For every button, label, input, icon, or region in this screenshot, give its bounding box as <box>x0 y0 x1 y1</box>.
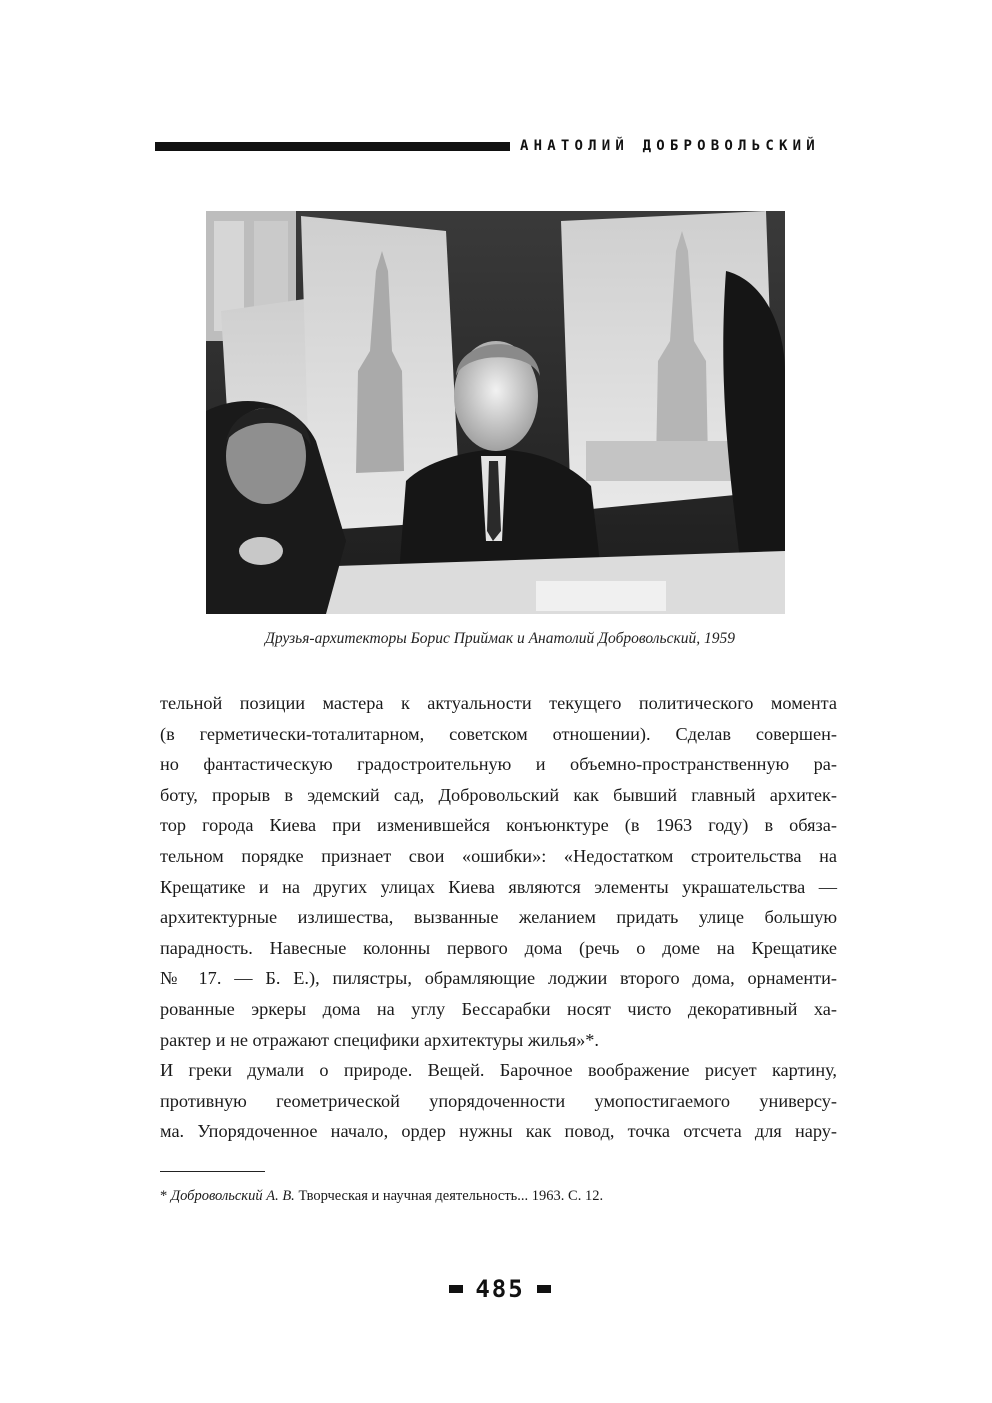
footnote-text: Творческая и научная деятельность... 1963. С. 12. <box>298 1188 604 1204</box>
text-line: тор города Киева при изменившейся конъюнктуре (в 1963 году) в обяза- <box>160 815 837 836</box>
text-line: тельном порядке признает свои «ошибки»: «Недостатком строительства на <box>160 845 837 866</box>
text-line: но фантастическую градостроительную и объемно-пространственную ра- <box>160 754 837 775</box>
header-rule <box>155 142 510 151</box>
text-line: рактер и не отражают специфики архитектуры жилья»*. <box>160 1029 599 1050</box>
footnote-author: Добровольский А. В. <box>170 1188 295 1204</box>
photo-illustration <box>206 211 785 614</box>
text-line: И греки думали о природе. Вещей. Барочное воображение рисует картину, <box>160 1060 837 1081</box>
footnote-divider <box>160 1171 265 1172</box>
footnote <box>160 1188 840 1205</box>
text-line: рованные эркеры дома на углу Бессарабки носят чисто декоративный ха- <box>160 998 837 1019</box>
square-right-icon <box>537 1285 551 1293</box>
page-number: 485 <box>475 1275 525 1303</box>
text-line: Крещатике и на других улицах Киева являются элементы украшательства — <box>160 876 837 897</box>
page-number-block <box>436 1274 564 1304</box>
running-header-title: АНАТОЛИЙ ДОБРОВОЛЬСКИЙ <box>520 138 820 154</box>
text-line: боту, прорыв в эдемский сад, Добровольский как бывший главный архитек- <box>160 784 837 805</box>
text-line: № 17. — Б. Е.), пилястры, обрамляющие лоджии второго дома, орнаменти- <box>160 968 837 989</box>
body-text <box>160 688 837 1147</box>
text-line: тельной позиции мастера к актуальности текущего политического момента <box>160 693 837 713</box>
text-line: (в герметически-тоталитарном, советском отношении). Сделав совершен- <box>160 723 837 744</box>
text-line: архитектурные излишества, вызванные желанием придать улице большую <box>160 907 837 928</box>
text-line: противную геометрической упорядоченности умопостигаемого универсу- <box>160 1090 837 1111</box>
text-line: ма. Упорядоченное начало, ордер нужны как повод, точка отсчета для нару- <box>160 1121 837 1142</box>
footnote-marker: * <box>160 1188 168 1204</box>
square-left-icon <box>449 1285 463 1293</box>
photograph <box>206 211 785 614</box>
text-line: парадность. Навесные колонны первого дома (речь о доме на Крещатике <box>160 937 837 958</box>
photo-caption: Друзья-архитекторы Борис Приймак и Анатолий Добровольский, 1959 <box>265 630 735 647</box>
